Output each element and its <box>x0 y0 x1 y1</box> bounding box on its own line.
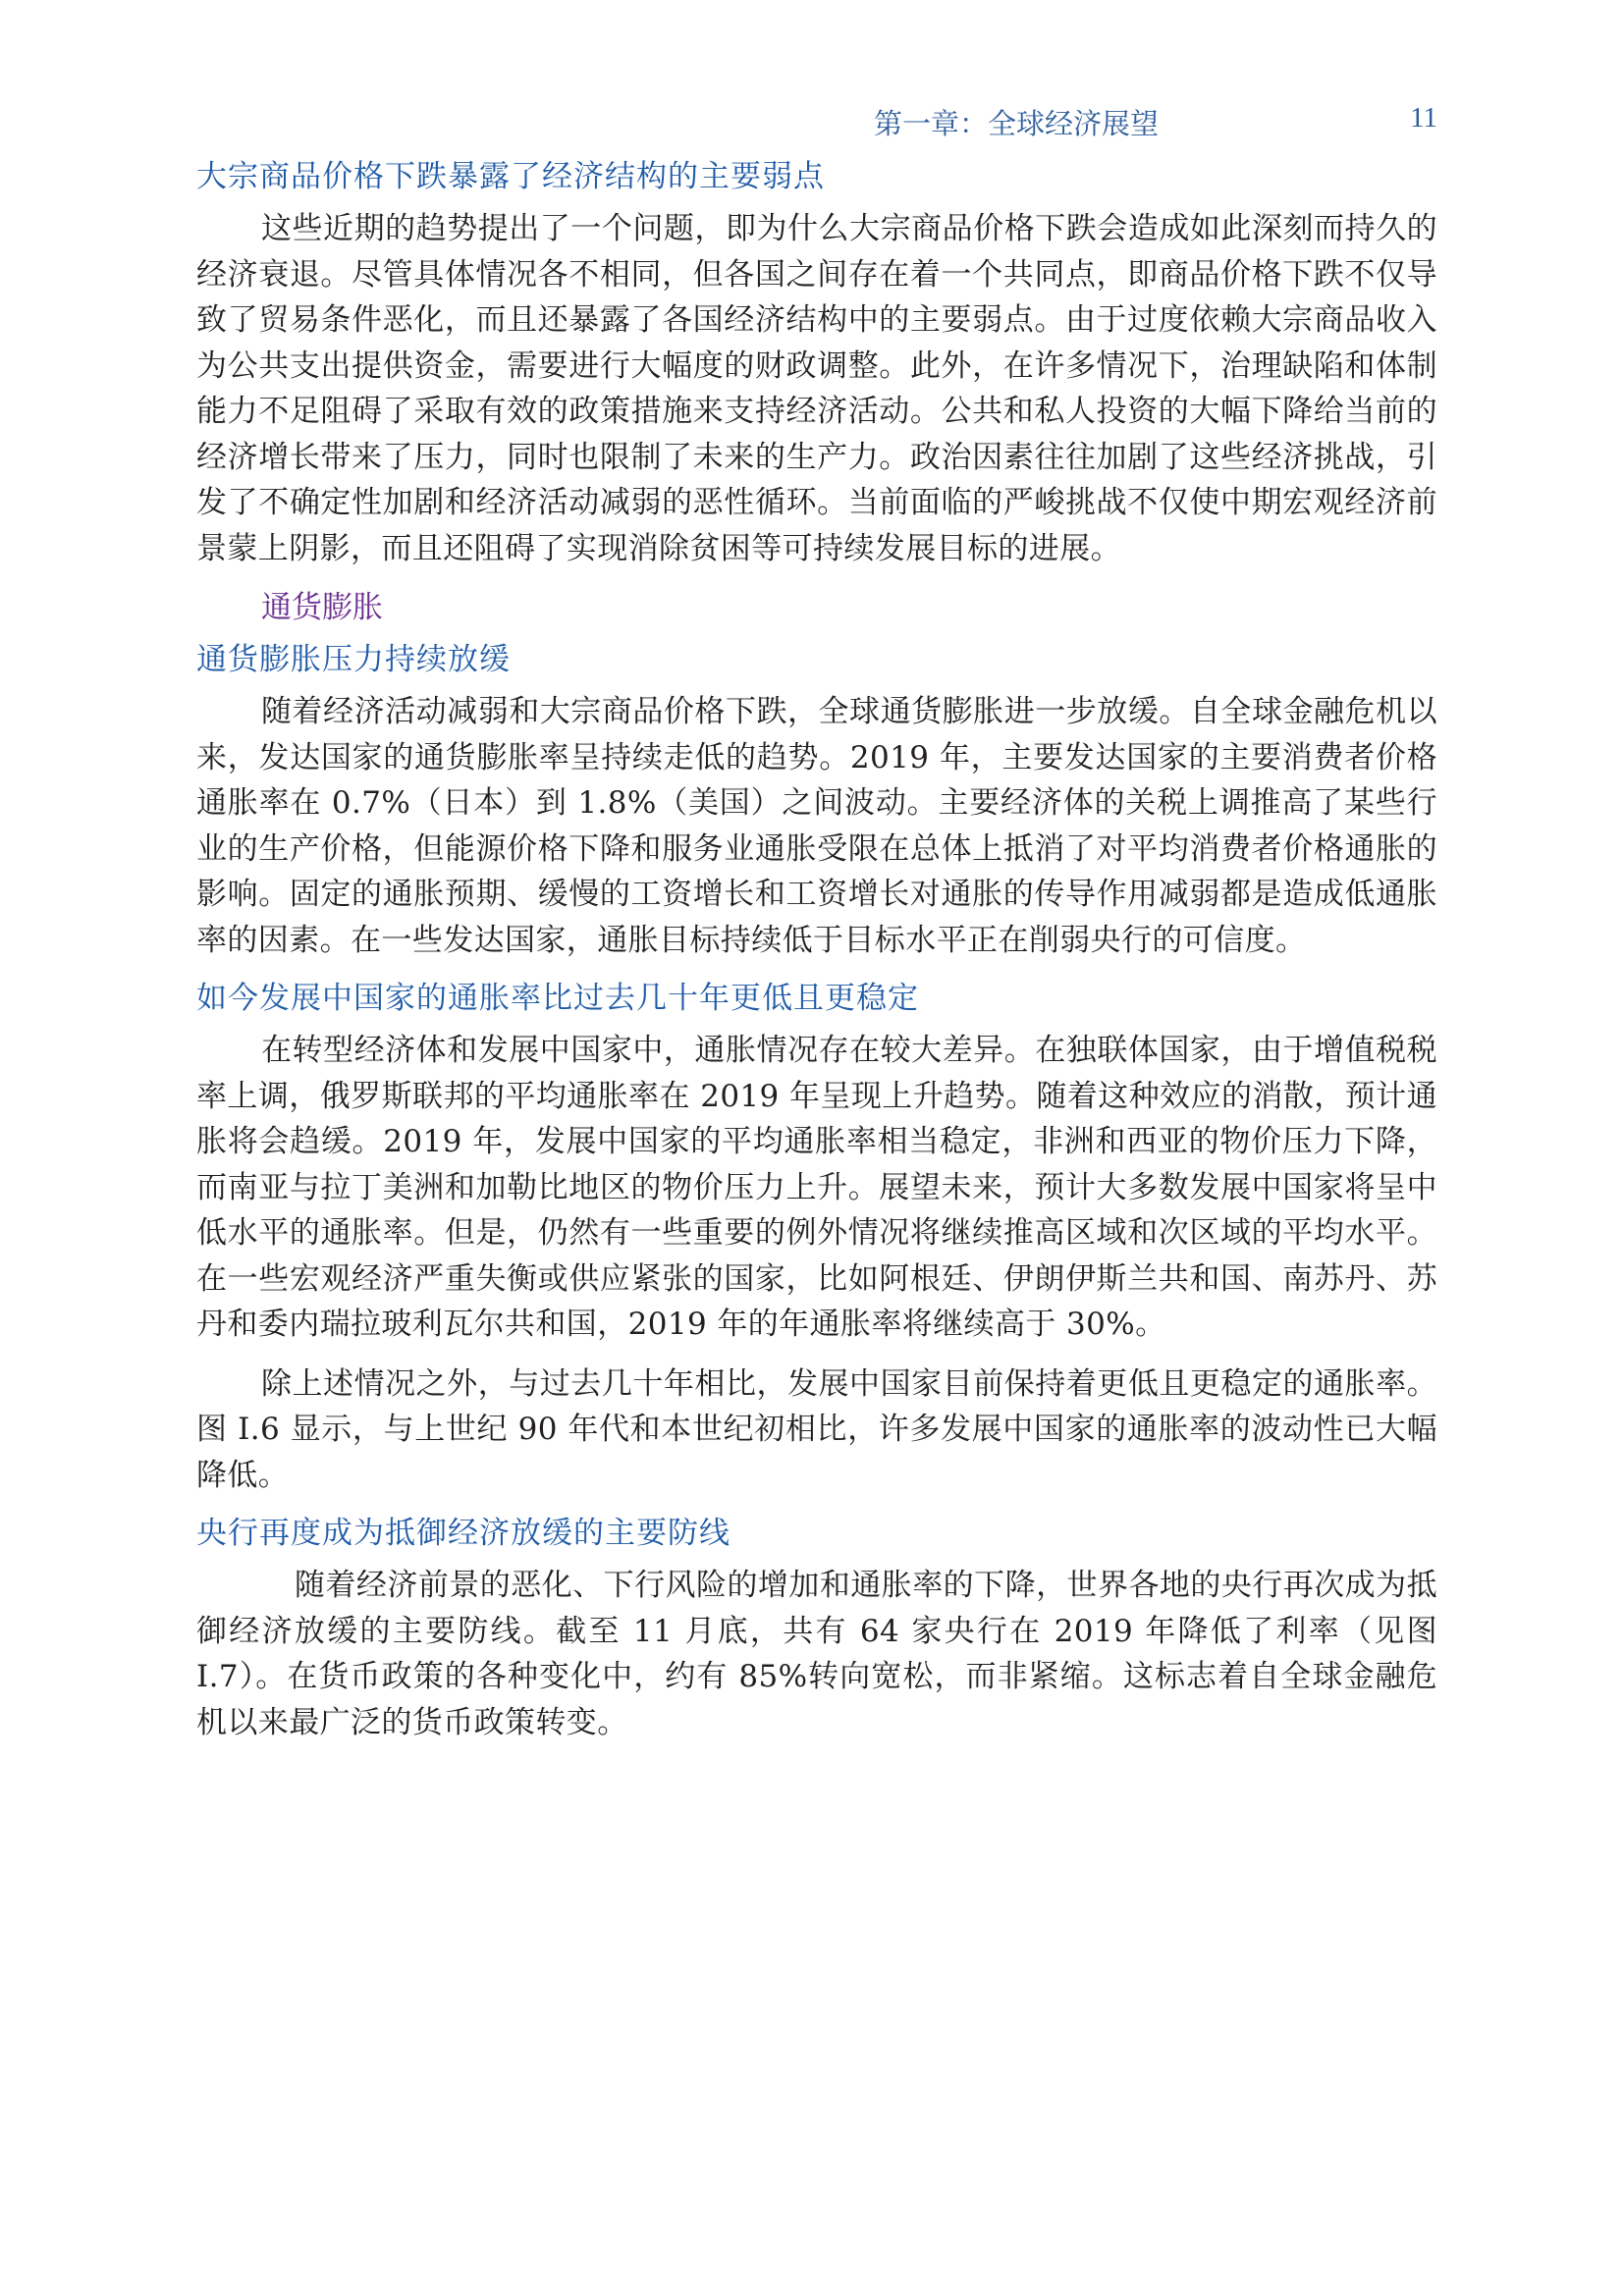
section-heading-developing-inflation: 如今发展中国家的通胀率比过去几十年更低且更稳定 <box>196 981 919 1016</box>
chapter-title: 第一章：全球经济展望 <box>873 107 1159 140</box>
paragraph-developing-inflation-1: 在转型经济体和发展中国家中，通胀情况存在较大差异。在独联体国家，由于增值税税率上调，俄罗斯联邦的平均通胀率在 2019 年呈现上升趋势。随着这种效应的消散，预计通胀将会趋缓。2019 年，发展中国家的平均通胀率相当稳定，非洲和西亚的物价压力下降，而南亚与拉丁美洲和加勒比地区的物价压力上升。展望未来，预计大多数发展中国家将呈中低水平的通胀率。但是，仍然有一些重要的例外情况将继续推高区域和次区域的平均水平。在一些宏观经济严重失衡或供应紧张的国家，比如阿根廷、伊朗伊斯兰共和国、南苏丹、苏丹和委内瑞拉玻利瓦尔共和国，2019 年的年通胀率将继续高于 30%。 <box>196 1033 1437 1342</box>
section-heading-central-banks: 央行再度成为抵御经济放缓的主要防线 <box>196 1516 730 1551</box>
page-number: 11 <box>1410 102 1437 133</box>
paragraph-inflation-slowing: 随着经济活动减弱和大宗商品价格下跌，全球通货膨胀进一步放缓。自全球金融危机以来，发达国家的通货膨胀率呈持续走低的趋势。2019 年，主要发达国家的主要消费者价格通胀率在 0.7%（日本）到 1.8%（美国）之间波动。主要经济体的关税上调推高了某些行业的生产价格，但能源价格下降和服务业通胀受限在总体上抵消了对平均消费者价格通胀的影响。固定的通胀预期、缓慢的工资增长和工资增长对通胀的传导作用减弱都是造成低通胀率的因素。在一些发达国家，通胀目标持续低于目标水平正在削弱央行的可信度。 <box>196 694 1437 958</box>
paragraph-commodity-weakness: 这些近期的趋势提出了一个问题，即为什么大宗商品价格下跌会造成如此深刻而持久的经济衰退。尽管具体情况各不相同，但各国之间存在着一个共同点，即商品价格下跌不仅导致了贸易条件恶化，而且还暴露了各国经济结构中的主要弱点。由于过度依赖大宗商品收入为公共支出提供资金，需要进行大幅度的财政调整。此外，在许多情况下，治理缺陷和体制能力不足阻碍了采取有效的政策措施来支持经济活动。公共和私人投资的大幅下降给当前的经济增长带来了压力，同时也限制了未来的生产力。政治因素往往加剧了这些经济挑战，引发了不确定性加剧和经济活动减弱的恶性循环。当前面临的严峻挑战不仅使中期宏观经济前景蒙上阴影，而且还阻碍了实现消除贫困等可持续发展目标的进展。 <box>196 211 1437 566</box>
paragraph-developing-inflation-2: 除上述情况之外，与过去几十年相比，发展中国家目前保持着更低且更稳定的通胀率。图 I.6 显示，与上世纪 90 年代和本世纪初相比，许多发展中国家的通胀率的波动性已大幅降低。 <box>196 1365 1437 1493</box>
page-content <box>196 155 1437 1759</box>
running-header <box>196 102 1437 141</box>
paragraph-central-banks: 随着经济前景的恶化、下行风险的增加和通胀率的下降，世界各地的央行再次成为抵御经济放缓的主要防线。截至 11 月底，共有 64 家央行在 2019 年降低了利率（见图 I.7）。在货币政策的各种变化中，约有 85%转向宽松，而非紧缩。这标志着自全球金融危机以来最广泛的货币政策转变。 <box>196 1568 1437 1740</box>
section-heading-commodity-weakness: 大宗商品价格下跌暴露了经济结构的主要弱点 <box>196 159 825 194</box>
subhead-inflation: 通货膨胀 <box>261 590 383 625</box>
section-heading-inflation-slowing: 通货膨胀压力持续放缓 <box>196 642 511 677</box>
